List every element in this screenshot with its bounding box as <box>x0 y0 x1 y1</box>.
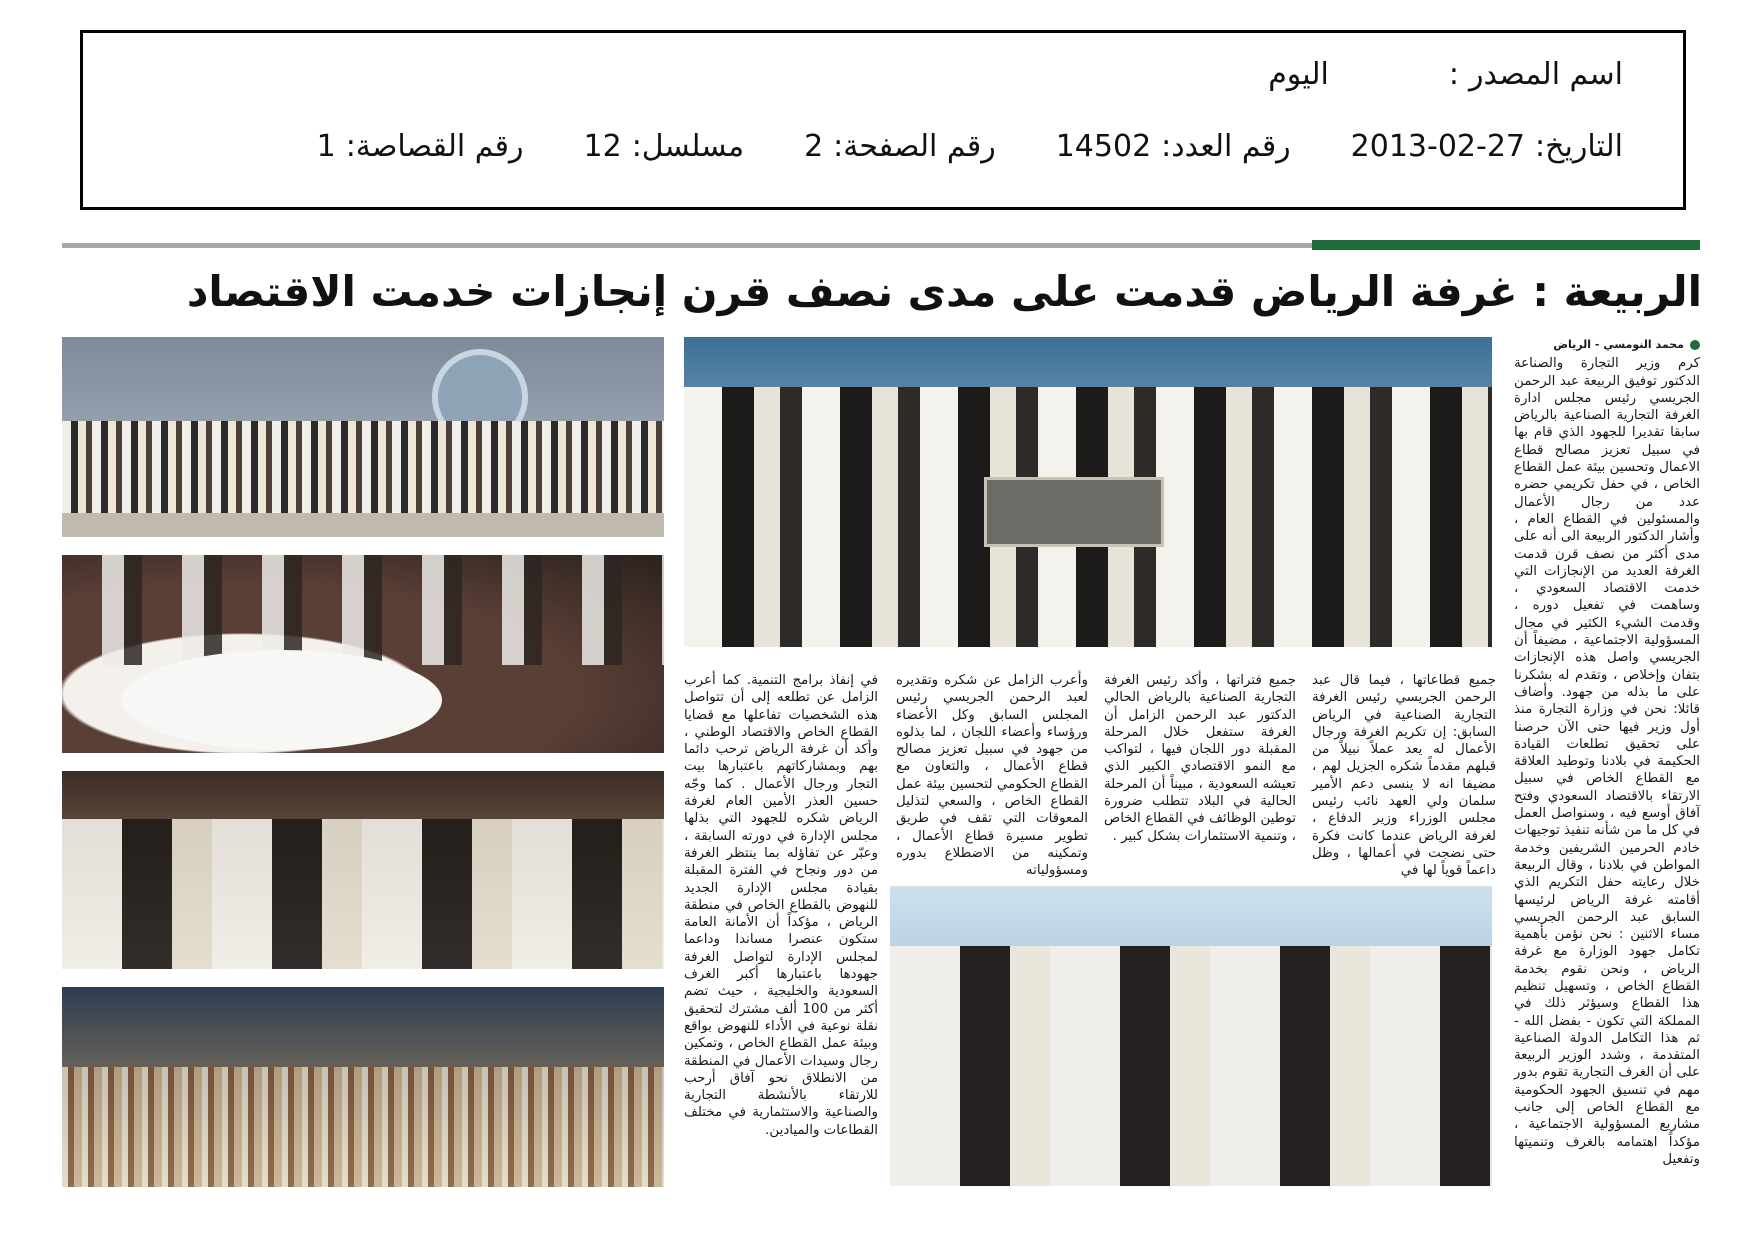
article-column-1 <box>1514 336 1700 1196</box>
source-label: اسم المصدر <box>1468 57 1623 92</box>
commemorative-gift <box>984 477 1164 547</box>
photo-banquet-hall <box>62 987 664 1187</box>
clip-value: 1 <box>316 129 336 164</box>
details-row <box>317 129 1623 164</box>
byline <box>1514 336 1700 353</box>
round-dining-table <box>122 650 442 750</box>
guests-standing <box>62 819 664 969</box>
article-column-4 <box>896 672 1088 879</box>
photo-dinner-table <box>62 555 664 753</box>
serial-label: مسلسل: <box>631 129 745 164</box>
source-value: اليوم <box>1268 57 1329 92</box>
column-1-text: كرم وزير التجارة والصناعة الدكتور توفيق الربيعة عبد الرحمن الجريسي رئيس مجلس ادارة الغرفة التجارية الصناعية بالرياض سابقا تقديرا للجهود الذي قام بها في سبيل تعزيز مصالح قطاع الاعمال وتحسين بيئة عمل القطاع الخاص ، في حفل تكريمي حضره عدد من رجال الأعمال والمسئولين في القطاع العام ، وأشار الدكتور الربيعة الى أنه على مدى أكثر من نصف قرن قدمت الغرفة العديد من الإنجازات التي خدمت الاقتصاد السعودي ، وساهمت في تفعيل دوره ، وقدمت الشيء الكثير في مجال المسؤولية الاجتماعية ، مضيفاً أن الجريسي واصل هذه الإنجازات بتفان وإخلاص ، وتقدم له بشكرنا على ما بذله من جهود. وأضاف قائلا: نحن في وزارة التجارة منذ أول وزير فيها حتى الآن حرصنا على تحقيق تطلعات القيادة الحكيمة في بلادنا وتوطيد العلاقة مع القطاع الخاص في سبيل الارتقاء بالاقتصاد السعودي وفتح آفاق أوسع فيه ، وسنواصل العمل في كل ما من شأنه تنفيذ توجيهات خادم الحرمين الشريفين وخدمة المواطن في بلادنا ، وقال الربيعة خلال رعايته حفل التكريم الذي أقامته غرفة الرياض لرئيسها السابق عبد الرحمن الجريسي مساء الاثنين : نحن نؤمن بأهمية تكامل جهود الوزارة مع غرفة الرياض ، ونحن نقوم بخدمة القطاع الخاص ، وتسهيل تنظيم هذا القطاع وسيؤثر ذلك في المملكة التي تكون - بفضل الله - ثم هذا التكامل الدولة الصناعية المتقدمة ، وشدد الوزير الربيعة على أن الغرف التجارية تقوم بدور مهم في تنسيق الجهود الحكومية مع القطاع الخاص إلى جانب مشاريع المسؤولية الاجتماعية ، مؤكداً اهتمامه بالغرف وتنميتها وتفعيل <box>1514 356 1700 1167</box>
hall-tables <box>62 1067 664 1187</box>
article-column-5 <box>684 672 878 1194</box>
photo-group-on-stage <box>62 337 664 537</box>
photo-award-presentation <box>684 337 1492 647</box>
article-headline: الربيعة : غرفة الرياض قدمت على مدى نصف قرن إنجازات خدمت الاقتصاد <box>186 267 1702 316</box>
guests-seated <box>62 555 664 665</box>
photo-guests-closeup <box>62 771 664 969</box>
bullet-dot-icon <box>1690 340 1700 350</box>
clipping-metadata-box <box>80 30 1686 210</box>
column-5-text: في إنفاذ برامج التنمية. كما أعرب الزامل عن تطلعه إلى أن تتواصل هذه الشخصيات تفاعلها مع قضايا القطاع الخاص والاقتصاد الوطني ، وأكد أن غرفة الرياض ترحب دائما بهم وبمشاركاتهم باعتبارها بيت التجار ورجال الأعمال . كما وجّه حسين العذر الأمين العام لغرفة الرياض شكره للجهود التي بذلها مجلس الإدارة في دورته السابقة ، وعبّر عن تفاؤله بما ينتظر الغرفة من دور ونجاح في الفترة المقبلة بقيادة مجلس الإدارة الجديد للنهوض بالقطاع الخاص في منطقة الرياض ، مؤكداً أن الأمانة العامة ستكون عنصرا مساندا وداعما لمجلس الإدارة لتواصل الغرفة جهودها باعتبارها أكبر الغرف السعودية والخليجية ، حيث تضم أكثر من 100 ألف مشترك لتحقيق نقلة نوعية في الأداء للنهوض بواقع وبيئة عمل القطاع الخاص ، وتمكين رجال وسيدات الأعمال في المنطقة من الانطلاق نحو آفاق أرحب للارتقاء بالأنشطة التجارية والصناعية والاستثمارية في مختلف القطاعات والميادين. <box>684 673 879 1138</box>
source-row <box>1208 57 1623 92</box>
date-label: التاريخ: <box>1535 129 1623 164</box>
column-4-text: وأعرب الزامل عن شكره وتقديره لعبد الرحمن الجريسي رئيس المجلس السابق وكل الأعضاء ورؤساء وأعضاء اللجان ، لما بذلوه من جهود في سبيل تعزيز مصالح قطاع الأعمال ، والتعاون مع القطاع الحكومي لتحسين بيئة عمل القطاع الخاص ، والسعي لتذليل المعوقات التي تقف في طريق تطوير مسيرة قطاع الأعمال ، وتمكينه من الاضطلاع بدوره ومسؤولياته <box>896 673 1088 879</box>
header-rule-green <box>1312 240 1700 250</box>
attendees-row <box>62 421 664 513</box>
officials-pair <box>890 946 1492 1186</box>
header-rule-gray <box>62 243 1312 248</box>
issue-label: رقم العدد: <box>1161 129 1291 164</box>
photo-honoree-presentation <box>890 886 1492 1186</box>
column-3-text: جميع فتراتها ، وأكد رئيس الغرفة التجارية الصناعية بالرياض الحالي الدكتور عبد الرحمن الزامل أن الغرفة ستفعل خلال المرحلة المقبلة دور اللجان فيها ، لتواكب مع النمو الاقتصادي الكبير الذي تعيشه السعودية ، مبيناً أن المرحلة الحالية في البلاد تتطلب ضرورة توطين الوظائف في القطاع الخاص ، وتنمية الاستثمارات بشكل كبير . <box>1104 673 1296 844</box>
source-colon: : <box>1448 57 1459 92</box>
page-value: 2 <box>804 129 824 164</box>
serial-value: 12 <box>583 129 622 164</box>
date-value: 2013-02-27 <box>1350 129 1526 164</box>
clip-label: رقم القصاصة: <box>345 129 524 164</box>
page-label: رقم الصفحة: <box>833 129 996 164</box>
issue-value: 14502 <box>1055 129 1152 164</box>
column-2-text: جميع قطاعاتها ، فيما قال عبد الرحمن الجريسي رئيس الغرفة التجارية الصناعية في الرياض السابق: إن تكريم الغرفة ورجال الأعمال له يعد عملاً نبيلاً من قبلهم مقدماً شكره الجزيل لهم ، مضيفا انه لا ينسى دعم الأمير سلمان ولي العهد نائب رئيس مجلس الوزراء وزير الدفاع ، لغرفة الرياض عندما كانت فكرة حتى نضجت في أعمالها ، وظل داعماً قوياً لها في <box>1312 673 1496 879</box>
article-column-3 <box>1104 672 1296 870</box>
article-column-2 <box>1312 672 1496 879</box>
byline-text: محمد النومسي - الرياض <box>1553 338 1684 351</box>
